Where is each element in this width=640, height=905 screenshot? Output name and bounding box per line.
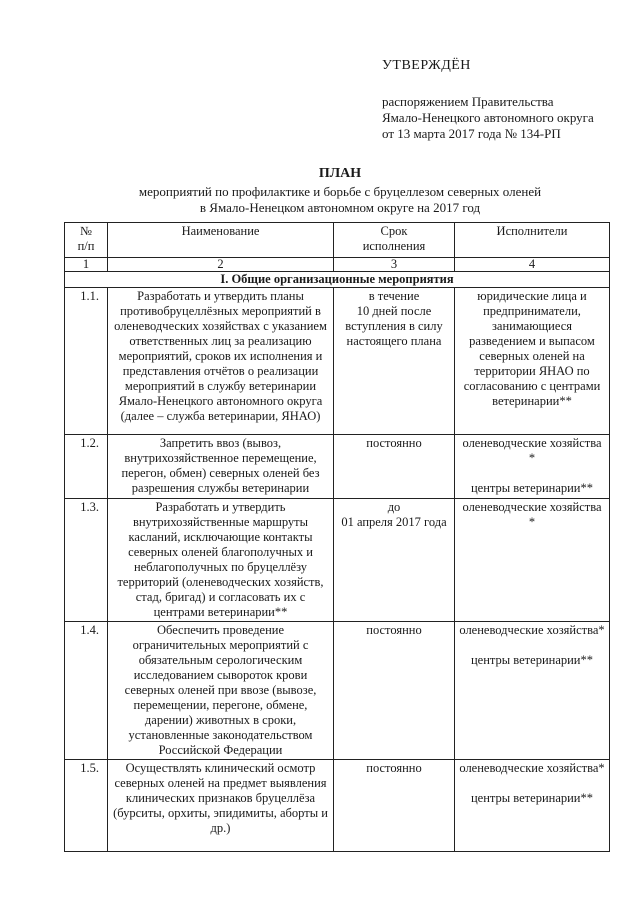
- row-num: 1.3.: [65, 499, 108, 622]
- document-heading: [60, 166, 620, 216]
- plan-subtitle-1: мероприятий по профилактике и борьбе с бруцеллезом северных оленей: [138, 184, 542, 199]
- section-row: [65, 272, 610, 288]
- row-num: 1.4.: [65, 622, 108, 760]
- row-num: 1.5.: [65, 760, 108, 852]
- table-row: [65, 499, 610, 622]
- row-executor-primary: оленеводческие хозяйства*: [459, 761, 605, 775]
- header-num: № п/п: [65, 223, 108, 258]
- row-executor-secondary: центры ветеринарии**: [470, 481, 593, 495]
- column-number-row: [65, 258, 610, 272]
- row-num: 1.1.: [65, 288, 108, 435]
- row-executor-secondary: центры ветеринарии**: [470, 653, 593, 667]
- row-term: постоянно: [334, 435, 455, 499]
- row-executor-primary: оленеводческие хозяйства *: [462, 500, 602, 529]
- header-exec: Исполнители: [455, 223, 610, 258]
- row-term: в течение 10 дней после вступления в силу настоящего плана: [334, 288, 455, 435]
- row-name: Запретить ввоз (вывоз, внутрихозяйственное перемещение, перегон, обмен) северных оленей без разрешения службы ветеринарии: [108, 435, 334, 499]
- col-number: 2: [108, 258, 334, 272]
- row-name: Осуществлять клинический осмотр северных оленей на предмет выявления клинических признаков бруцеллёза (бурситы, орхиты, эпидимиты, аборты и др.): [108, 760, 334, 852]
- approval-line-3: от 13 марта 2017 года № 134-РП: [382, 126, 561, 141]
- row-term: постоянно: [334, 622, 455, 760]
- row-name: Обеспечить проведение ограничительных мероприятий с обязательным серологическим исследованием сывороток крови северных оленей при ввозе (вывозе, перемещении, перегоне, обмене, дарении) животных в сроки, установленные законодательством Российской Федерации: [108, 622, 334, 760]
- row-executor-primary: оленеводческие хозяйства*: [459, 623, 605, 637]
- col-number: 4: [455, 258, 610, 272]
- approval-line-1: распоряжением Правительства: [382, 94, 554, 109]
- section-title: I. Общие организационные мероприятия: [65, 272, 610, 288]
- row-executor-secondary: центры ветеринарии**: [470, 791, 593, 805]
- table-row: [65, 435, 610, 499]
- row-name: Разработать и утвердить внутрихозяйственные маршруты касланий, исключающие контакты северных оленей благополучных и неблагополучных по бруцеллёзу территорий (оленеводческих хозяйств, стад, бригад) и согласовать их с центрами ветеринарии**: [108, 499, 334, 622]
- header-name: Наименование: [108, 223, 334, 258]
- approval-line-2: Ямало-Ненецкого автономного округа: [382, 110, 594, 125]
- plan-table: [64, 222, 610, 852]
- table-row: [65, 622, 610, 760]
- table-row: [65, 760, 610, 852]
- table-header-row: [65, 223, 610, 258]
- row-executors: [455, 435, 610, 499]
- plan-title: ПЛАН: [318, 166, 362, 181]
- header-term: Срок исполнения: [334, 223, 455, 258]
- approval-block: [382, 58, 622, 142]
- row-term: до 01 апреля 2017 года: [334, 499, 455, 622]
- plan-subtitle-2: в Ямало-Ненецком автономном округе на 2017 год: [199, 200, 481, 215]
- row-num: 1.2.: [65, 435, 108, 499]
- row-executors: [455, 622, 610, 760]
- row-term: постоянно: [334, 760, 455, 852]
- col-number: 1: [65, 258, 108, 272]
- row-executors: [455, 288, 610, 435]
- row-name: Разработать и утвердить планы противобруцеллёзных мероприятий в оленеводческих хозяйствах с указанием ответственных лиц за реализацию мероприятий, сроков их исполнения и представления отчётов о реализации мероприятий в службу ветеринарии Ямало-Ненецкого автономного округа (далее – служба ветеринарии, ЯНАО): [108, 288, 334, 435]
- col-number: 3: [334, 258, 455, 272]
- row-executors: [455, 760, 610, 852]
- table-row: [65, 288, 610, 435]
- approval-title: УТВЕРЖДЁН: [382, 58, 471, 73]
- row-executor-primary: оленеводческие хозяйства *: [462, 436, 602, 465]
- row-executor-primary: юридические лица и предприниматели, занимающиеся разведением и выпасом северных оленей на территории ЯНАО по согласованию с центрами ветеринарии**: [463, 289, 601, 408]
- row-executors: [455, 499, 610, 622]
